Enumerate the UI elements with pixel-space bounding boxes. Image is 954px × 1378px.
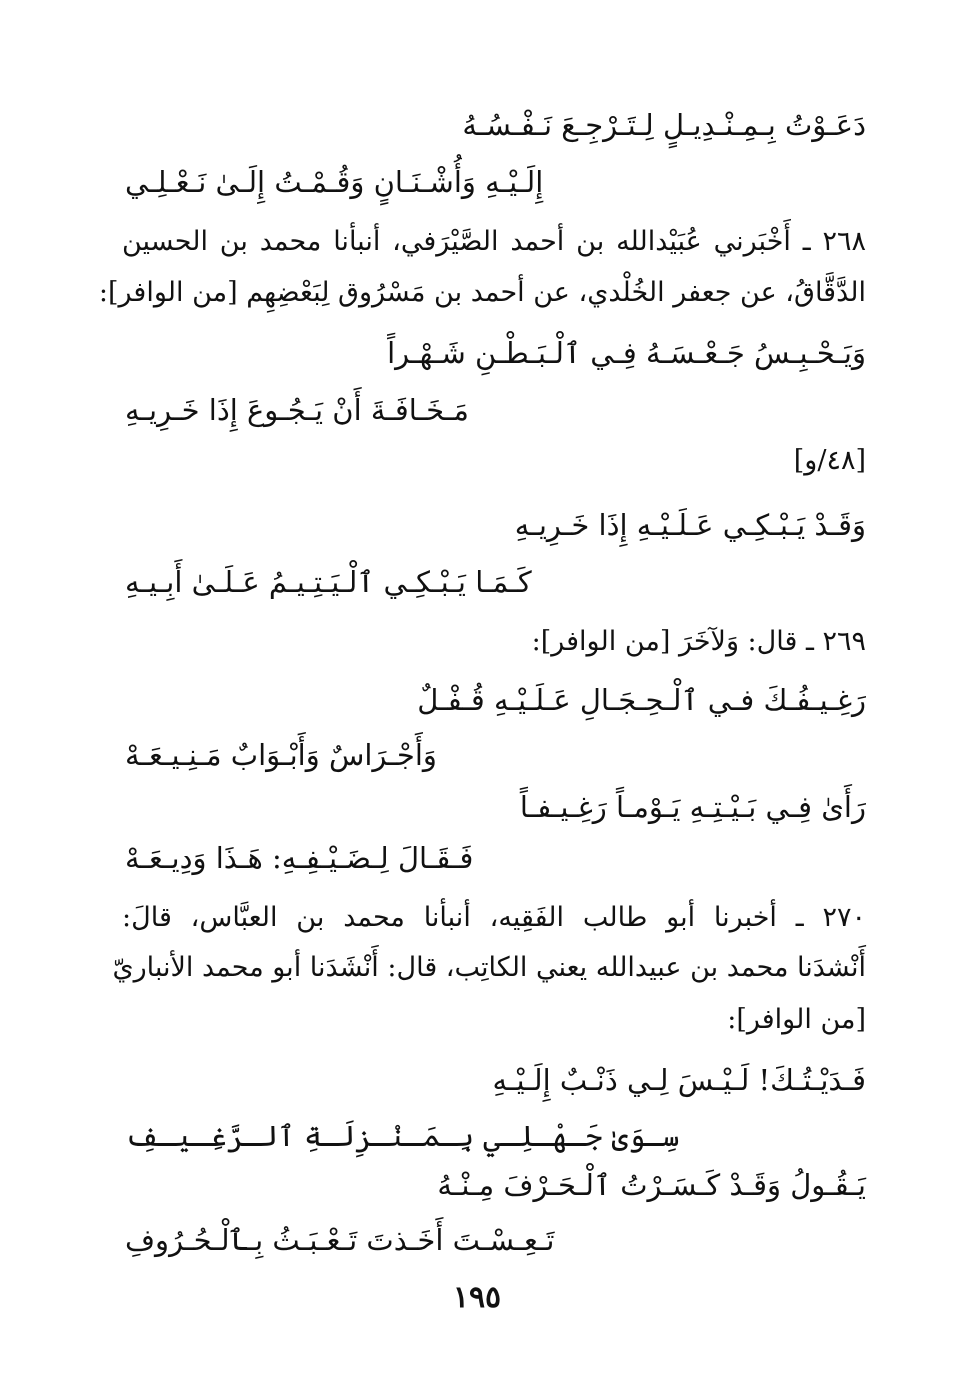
verse-line-5: وَقَـدْ يَـبْـكِـي عَـلَـيْـهِ إِذَا خَـرِيـهِ bbox=[514, 508, 866, 542]
verse-line-14: تَـعِـسْـتَ أَخَـذتَ تَـعْـبَـثُ بِـٱلْـحُـرُوفِ bbox=[125, 1223, 555, 1257]
verse-line-8: وَأَجْـرَاسٌ وَأَبْـوَابٌ مَـنِـيـعَـهْ bbox=[125, 738, 437, 772]
report-270-line-3: [من الوافر]: bbox=[727, 1004, 866, 1035]
report-269-line: ٢٦٩ ـ قال: وَلآخَرَ [من الوافر]: bbox=[531, 626, 866, 657]
verse-line-10: فَـقَـالَ لِـضَـيْـفِـهِ: هَـذَا وَدِيـعَـهْ bbox=[125, 841, 474, 875]
report-268-line-1: ٢٦٨ ـ أَخْبَرني عُبَيْدالله بن أحمد الصَّيْرَفي، أنبأنا محمد بن الحسين bbox=[122, 226, 866, 257]
report-270-line-2: أَنْشدَنا محمد بن عبيدالله يعني الكاتِب، قال: أَنْشَدَنا أبو محمد الأنباريّ bbox=[112, 952, 866, 983]
verse-line-13: يَـقُـولُ وَقَـدْ كَـسَـرْتُ ٱلْـحَـرْفَ مِـنْـهُ bbox=[437, 1168, 866, 1202]
report-270-line-1: ٢٧٠ ـ أخبرنا أبو طالب الفَقِيه، أنبأنا محمد بن العبَّاس، قالَ: bbox=[122, 902, 866, 933]
verse-line-1: دَعَـوْتُ بِـمِـنْـدِيـلٍ لِـتَـرْجِـعَ نَـفْـسُـهُ bbox=[462, 108, 866, 142]
verse-line-12: سِـوَىٰ جَـهْـلِـي بِـمَـنْـزِلَـةِ ٱلـرَّغِـيـفِ bbox=[125, 1119, 680, 1153]
verse-line-4: مَـخَـافَـةَ أَنْ يَـجُـوعَ إِذَا خَـرِيـهِ bbox=[125, 393, 469, 427]
verse-line-7: رَغِـيـفُـكَ فـي ٱلْـحِـجَـالِ عَـلَـيْـهِ قُـفْـلٌ bbox=[417, 683, 866, 717]
verse-line-6: كَـمَـا يَـبْـكِـي ٱلْـيَـتِـيـمُ عَـلَـىٰ أَبِـيـهِ bbox=[125, 565, 532, 599]
verse-line-2: إِلَـيْـهِ وَأُشْـنَـانٍ وَقُـمْـتُ إِلَـىٰ نَـعْـلِـي bbox=[125, 165, 544, 199]
verse-line-11: فَـدَيْـتُـكَ! لَـيْـسَ لِـي ذَنْـبٌ إِلَـيْـهِ bbox=[492, 1063, 866, 1097]
folio-marker: [٤٨/و] bbox=[793, 445, 866, 476]
report-268-line-2: الدَّقَّاقُ، عن جعفر الخُلْدي، عن أحمد بن مَسْرُوق لِبَعْضِهِم [من الوافر]: bbox=[98, 277, 866, 308]
verse-line-3: وَيَـحْـبِـسُ جَـعْـسَـهُ فِـي ٱلْـبَـطْـنِ شَـهْـراً bbox=[387, 336, 866, 370]
verse-line-9: رَأَىٰ فِـي بَـيْـتِـهِ يَـوْمـاً رَغِـيـفـاً bbox=[519, 790, 866, 824]
page-number: ١٩٥ bbox=[452, 1280, 502, 1315]
